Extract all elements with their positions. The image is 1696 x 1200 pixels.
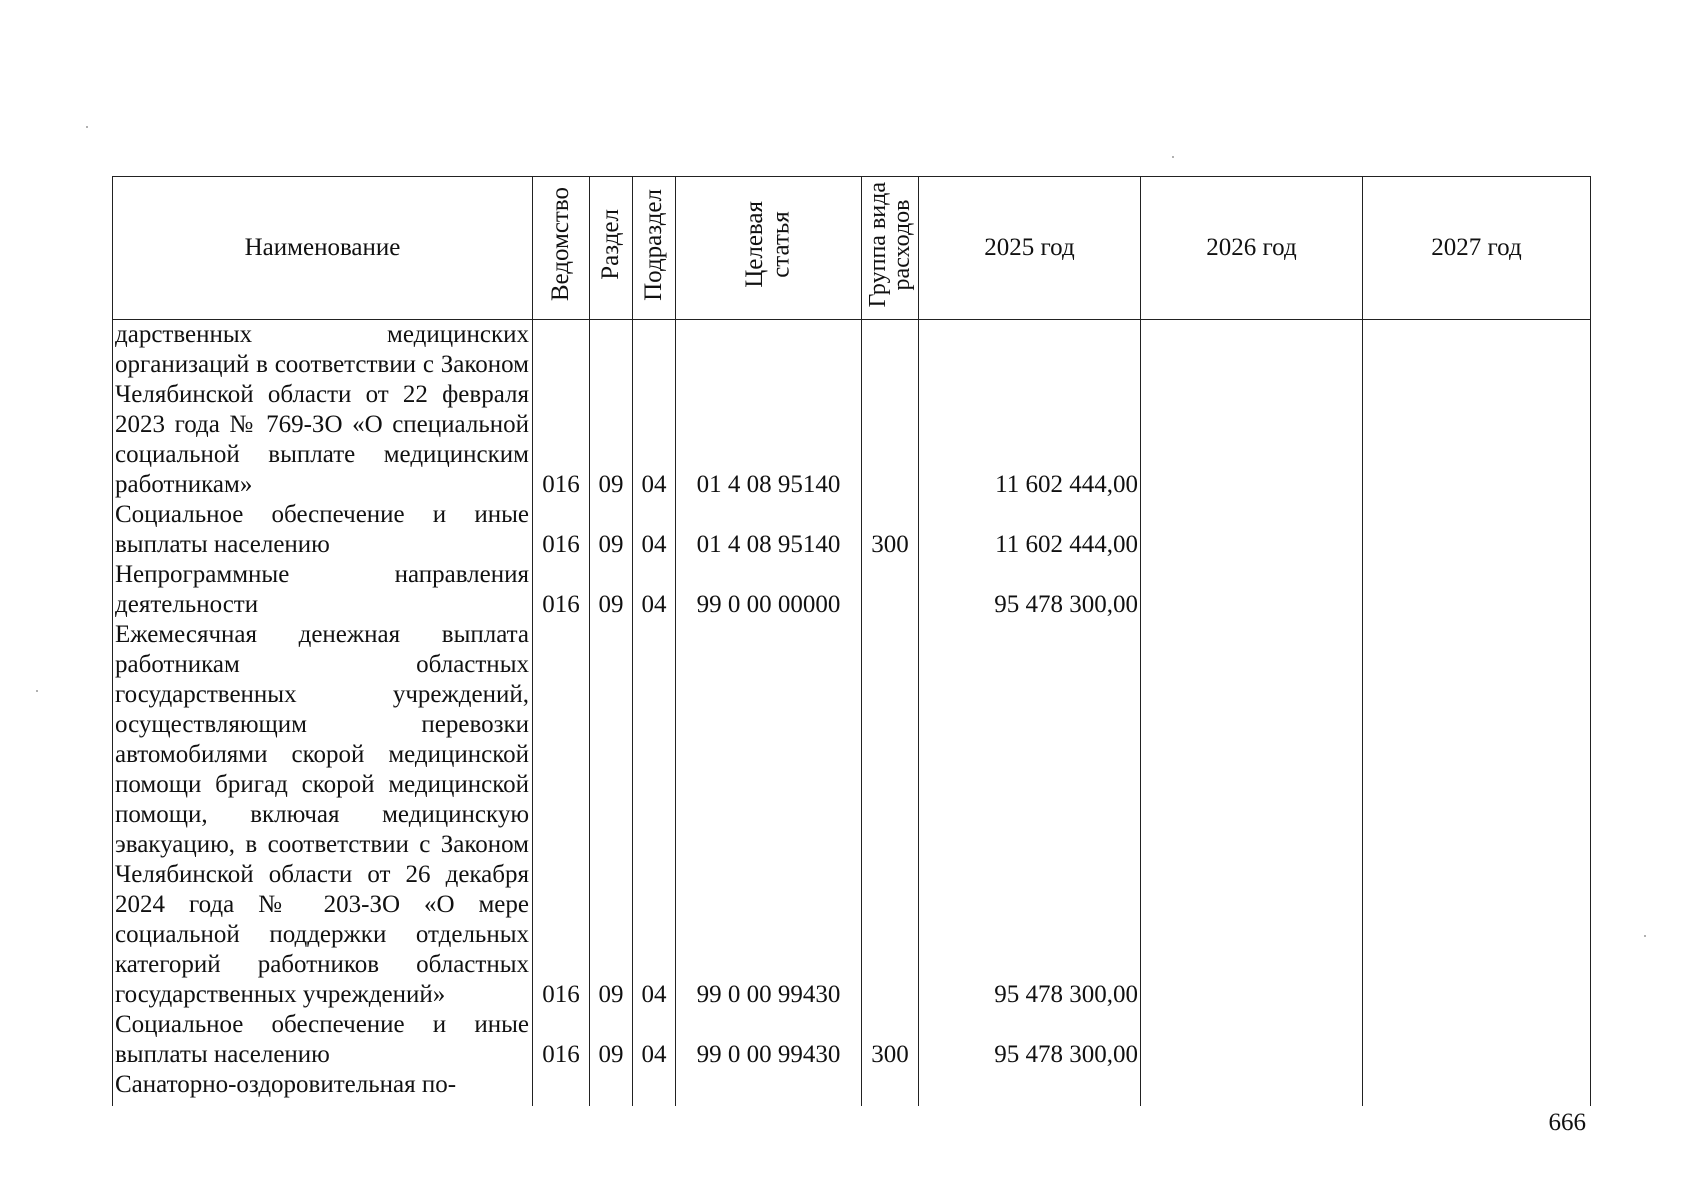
cell-section: 09 (598, 471, 624, 498)
cell-expense-group: 300 (871, 1041, 909, 1068)
amount-2025-column (919, 320, 1141, 1107)
amount-2027-column (1363, 320, 1591, 1107)
cell-name: Социальное обеспечение и иные выплаты населению (115, 501, 529, 558)
cell-department: 016 (542, 531, 580, 558)
cell-department: 016 (542, 471, 580, 498)
cell-name: Ежемесячная денежная выплата работникам областных государственных учреждений, осуществляющим перевозки автомобилями скорой медицинской помощи бригад скорой медицинской помощи, включая медицинскую эвакуацию, в соответствии с Законом Челябинской области от 26 декабря 2024 года № 203-ЗО «О мере социальной поддержки отдельных категорий работников областных государственных учреждений» (115, 621, 529, 1008)
cell-amount-2025: 95 478 300,00 (994, 591, 1138, 618)
cell-section: 09 (598, 531, 624, 558)
cell-department: 016 (542, 981, 580, 1008)
expense-group-column (862, 320, 919, 1107)
cell-amount-2025: 95 478 300,00 (994, 981, 1138, 1008)
header-2027: 2027 год (1363, 177, 1591, 320)
header-name: Наименование (113, 177, 533, 320)
section-column (590, 320, 633, 1107)
scan-speck (86, 126, 88, 128)
target-item-column (676, 320, 862, 1107)
cell-department: 016 (542, 591, 580, 618)
header-section: Раздел (590, 177, 633, 320)
budget-table (112, 176, 1591, 1106)
page-number: 666 (1548, 1109, 1586, 1136)
cell-section: 09 (598, 981, 624, 1008)
scan-speck (36, 690, 38, 692)
cell-target-item: 01 4 08 95140 (696, 471, 841, 498)
header-2025: 2025 год (919, 177, 1141, 320)
cell-subsection: 04 (641, 1041, 667, 1068)
cell-expense-group: 300 (871, 531, 909, 558)
cell-amount-2025: 95 478 300,00 (994, 1041, 1138, 1068)
department-column (533, 320, 590, 1107)
cell-amount-2025: 11 602 444,00 (995, 531, 1138, 558)
cell-subsection: 04 (641, 981, 667, 1008)
cell-subsection: 04 (641, 471, 667, 498)
header-department: Ведомство (533, 177, 590, 320)
cell-section: 09 (598, 591, 624, 618)
cell-name: Санаторно-оздоровительная по- (115, 1071, 457, 1098)
cell-name: Социальное обеспечение и иные выплаты населению (115, 1011, 529, 1068)
header-2026: 2026 год (1141, 177, 1363, 320)
cell-target-item: 99 0 00 99430 (696, 981, 841, 1008)
cell-target-item: 01 4 08 95140 (696, 531, 841, 558)
cell-subsection: 04 (641, 591, 667, 618)
cell-amount-2025: 11 602 444,00 (995, 471, 1138, 498)
cell-name: дарственных медицинских организаций в соответствии с Законом Челябинской области от 22 февраля 2023 года № 769-ЗО «О специальной социальной выплате медицинским работникам» (115, 321, 529, 498)
cell-section: 09 (598, 1041, 624, 1068)
cell-subsection: 04 (641, 531, 667, 558)
cell-target-item: 99 0 00 99430 (696, 1041, 841, 1068)
amount-2026-column (1141, 320, 1363, 1107)
cell-target-item: 99 0 00 00000 (696, 591, 841, 618)
cell-department: 016 (542, 1041, 580, 1068)
scan-speck (1644, 935, 1646, 937)
scan-speck (1172, 156, 1174, 158)
name-column (113, 320, 533, 1107)
header-target-item: Целевая статья (676, 177, 862, 320)
subsection-column (633, 320, 676, 1107)
header-row (113, 177, 1591, 320)
cell-name: Непрограммные направления деятельности (115, 561, 529, 618)
header-expense-group: Группа вида расходов (862, 177, 919, 320)
header-subsection: Подраздел (633, 177, 676, 320)
